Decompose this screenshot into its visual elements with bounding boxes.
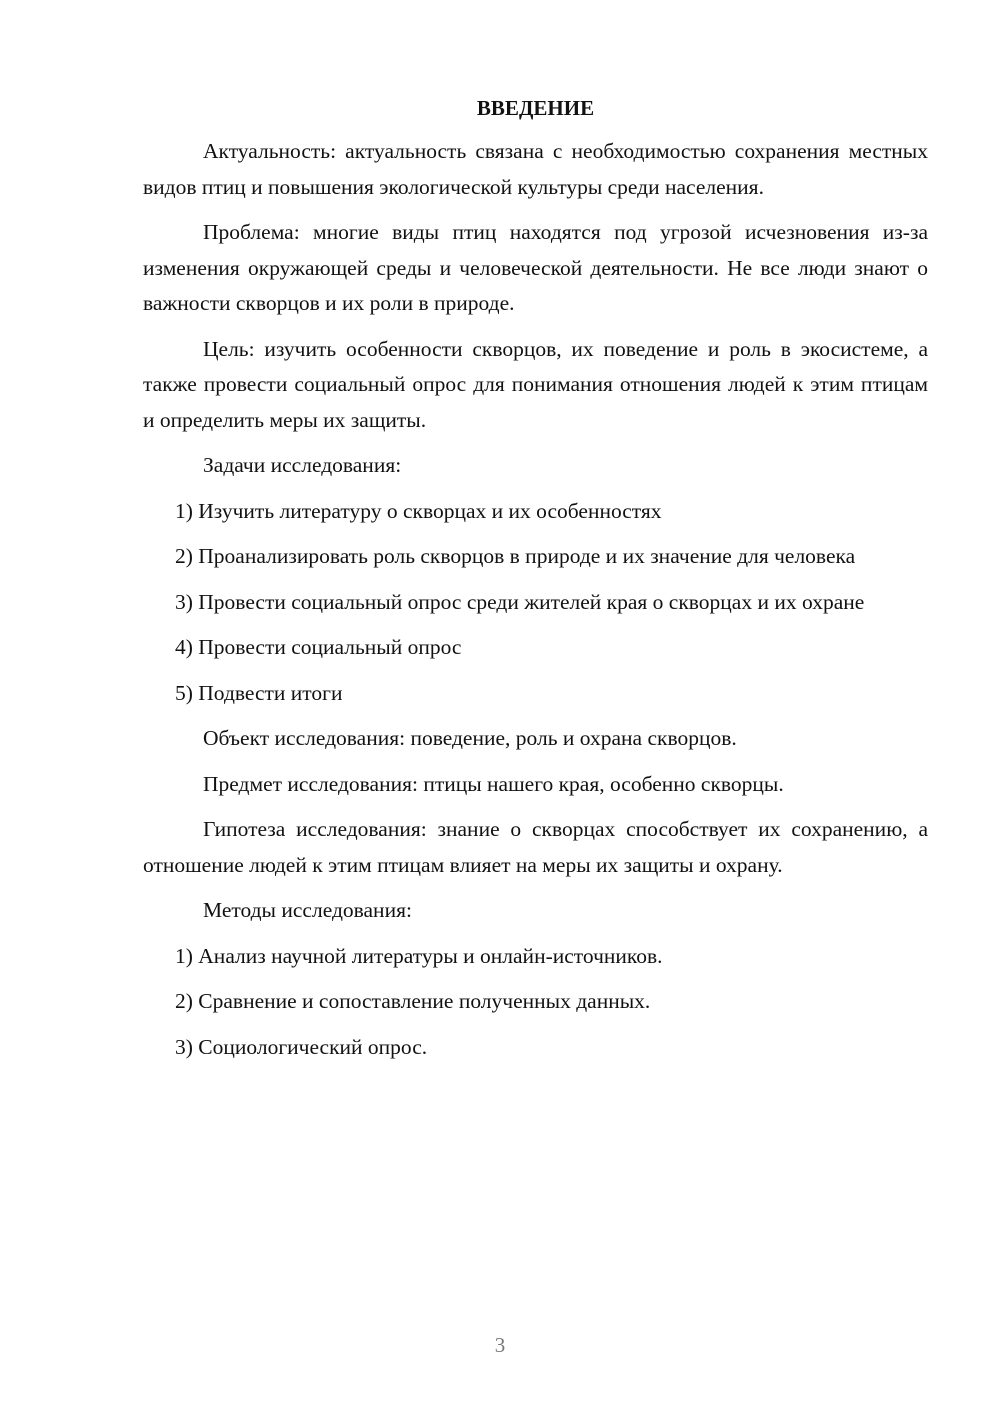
- task-item-4: 4) Провести социальный опрос: [175, 635, 462, 659]
- task-item-5: 5) Подвести итоги: [175, 680, 343, 705]
- task-item-2: 2) Проанализировать роль скворцов в природе и их значение для человека: [175, 544, 856, 568]
- relevance-paragraph: Актуальность: актуальность связана с необходимостью сохранения местных видов птиц и повышения экологической культуры среди населения.: [143, 139, 928, 199]
- task-item-3: 3) Провести социальный опрос среди жителей края о скворцах и их охране: [175, 589, 865, 614]
- task-item-1: 1) Изучить литературу о скворцах и их особенностях: [175, 498, 662, 523]
- subject-paragraph: Предмет исследования: птицы нашего края, особенно скворцы.: [203, 771, 784, 796]
- method-item-3: 3) Социологический опрос.: [175, 1034, 428, 1059]
- problem-paragraph: Проблема: многие виды птиц находятся под угрозой исчезновения из-за изменения окружающей среды и человеческой деятельности. Не все люди знают о важности скворцов и их роли в природе.: [143, 220, 928, 315]
- method-item-1: 1) Анализ научной литературы и онлайн-источников.: [175, 943, 663, 968]
- methods-heading: Методы исследования:: [203, 898, 412, 922]
- text-column: [143, 90, 928, 1075]
- goal-paragraph: Цель: изучить особенности скворцов, их поведение и роль в экосистеме, а также провести социальный опрос для понимания отношения людей к этим птицам и определить меры их защиты.: [143, 336, 928, 432]
- object-paragraph: Объект исследования: поведение, роль и охрана скворцов.: [203, 726, 737, 750]
- method-item-2: 2) Сравнение и сопоставление полученных данных.: [175, 989, 651, 1013]
- tasks-heading: Задачи исследования:: [203, 453, 402, 477]
- hypothesis-paragraph: Гипотеза исследования: знание о скворцах способствует их сохранению, а отношение людей к этим птицам влияет на меры их защиты и охрану.: [143, 817, 928, 877]
- page-title: ВВЕДЕНИЕ: [476, 96, 595, 120]
- page-number: 3: [494, 1333, 506, 1357]
